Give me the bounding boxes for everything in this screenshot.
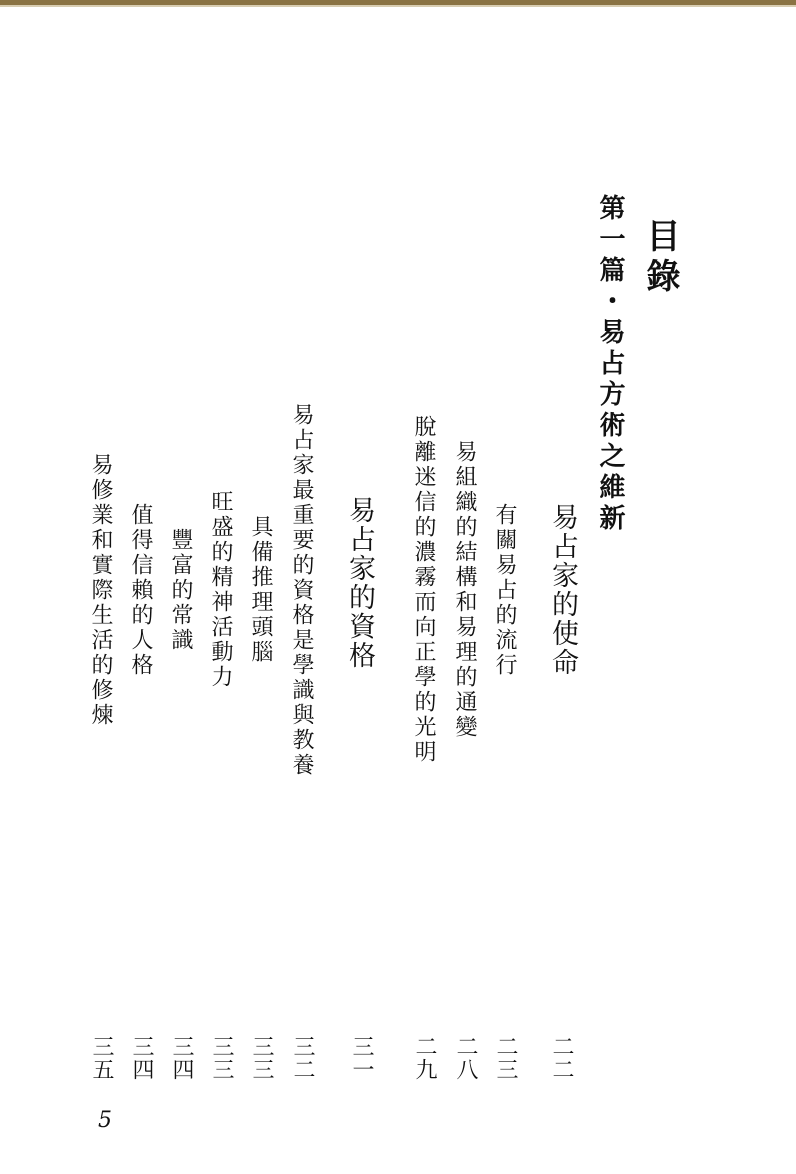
toc-entry-page: 三三 [249,1035,274,1081]
toc-title: 目錄 [640,218,680,298]
toc-entry[interactable] [408,160,439,1020]
toc-entry[interactable] [286,160,317,1020]
toc-entry-label: 旺盛的精神活動力 [208,490,233,690]
part-heading: 第一篇・易占方術之維新 [595,194,625,535]
toc-entry-page: 二八 [453,1035,478,1081]
toc-entry[interactable] [85,160,116,1020]
toc-entry[interactable] [543,160,582,1020]
toc-entry[interactable] [125,160,156,1020]
toc-entry-label: 易占家最重要的資格是學識與教養 [289,402,314,778]
toc-entry[interactable] [449,160,480,1020]
toc-entry-page: 二三 [493,1035,518,1081]
toc-entry-label: 易占家的使命 [547,503,578,677]
folio-page-number: 5 [98,1108,112,1133]
toc-entry-label: 易修業和實際生活的修煉 [88,452,113,728]
toc-entry-page: 三一 [349,1035,374,1081]
toc-entry[interactable] [340,146,379,1020]
toc-entry-page: 三四 [169,1035,194,1081]
toc-entry-page: 三二 [290,1035,315,1081]
toc-entry[interactable] [205,160,236,1020]
toc-entry-label: 豐富的常識 [168,527,193,653]
toc-entry-label: 有關易占的流行 [492,502,517,678]
toc-entry-page: 二九 [412,1035,437,1081]
toc-entry[interactable] [489,160,520,1020]
toc-entry-label: 脫離迷信的濃霧而向正學的光明 [411,415,436,765]
toc-entry-page: 三三 [209,1035,234,1081]
toc-entry-label: 具備推理頭腦 [248,515,273,665]
toc-entry-label: 易組織的結構和易理的通變 [452,440,477,740]
toc-entry-label: 值得信賴的人格 [128,502,153,678]
toc-entry-label: 易占家的資格 [344,496,375,670]
toc-entry-page: 三五 [89,1035,114,1081]
toc-entry[interactable] [245,160,276,1020]
toc-entry-page: 三四 [129,1035,154,1081]
top-border-shadow [0,5,796,7]
toc-entry-page: 二二 [549,1035,574,1081]
toc-entry[interactable] [165,160,196,1020]
